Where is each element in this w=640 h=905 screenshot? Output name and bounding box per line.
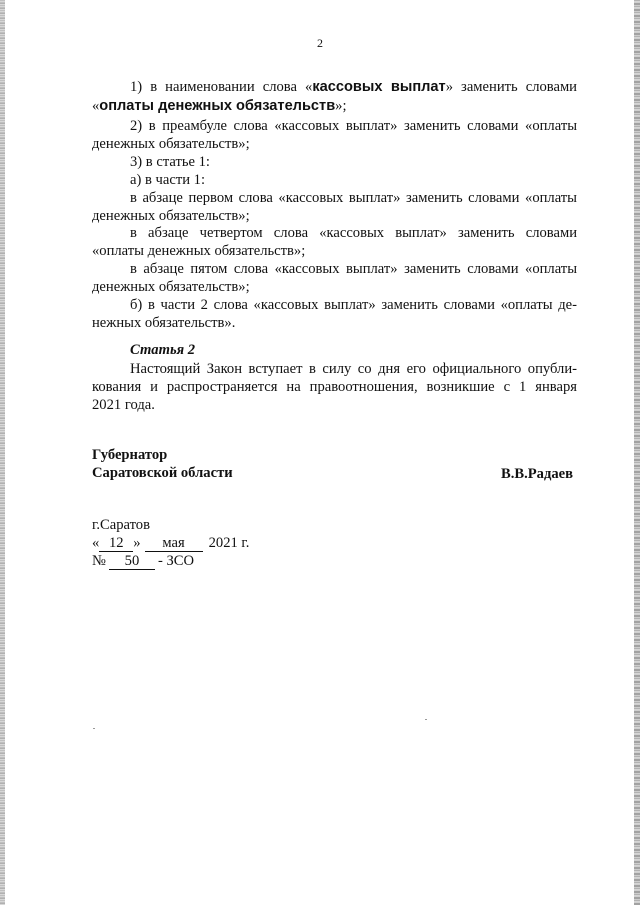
amendment-item-3b-line-2: нежных обязательств».	[92, 315, 236, 331]
law-number-line	[92, 553, 194, 570]
number-suffix: - ЗСО	[157, 553, 195, 569]
scan-speck	[93, 728, 95, 729]
paragraph-first-line-2: денежных обязательств»;	[92, 208, 250, 224]
paragraph-fourth-line-2: «оплаты денежных обязательств»;	[92, 243, 306, 259]
signatory-name: В.В.Радаев	[501, 466, 574, 482]
amendment-text: » заменить словами	[445, 79, 577, 95]
amendment-item-1-line-2	[92, 97, 347, 115]
paragraph-fifth-line-1: в абзаце пятом слова «кассовых выплат» заменить словами «оплаты	[130, 261, 577, 277]
amendment-item-2-line-2: денежных обязательств»;	[92, 136, 250, 152]
bold-phrase: кассовых выплат	[312, 79, 446, 95]
paragraph-fourth-line-1: в абзаце четвертом слова «кассовых выплат» заменить словами	[130, 225, 577, 241]
amendment-text: «	[92, 98, 100, 114]
page-number: 2	[317, 36, 323, 50]
date-day: 12	[99, 536, 133, 552]
law-number: 50	[109, 554, 155, 570]
date-line	[92, 535, 249, 552]
amendment-item-1-line-1	[130, 78, 577, 96]
date-open-quote: «	[92, 535, 100, 551]
paragraph-fifth-line-2: денежных обязательств»;	[92, 279, 250, 295]
amendment-item-3b-line-1: б) в части 2 слова «кассовых выплат» заменить словами «оплаты де-	[130, 297, 577, 313]
amendment-text: 1) в наименовании слова «	[130, 79, 313, 95]
amendment-item-3a: а) в части 1:	[130, 172, 206, 188]
article-2-line-2: кования и распространяется на правоотношения, возникшие с 1 января	[92, 379, 577, 395]
amendment-text: »;	[335, 98, 347, 114]
scan-speck	[425, 719, 427, 720]
article-2-title: Статья 2	[130, 342, 196, 358]
amendment-item-2-line-1: 2) в преамбуле слова «кассовых выплат» заменить словами «оплаты	[130, 118, 577, 134]
paragraph-first-line-1: в абзаце первом слова «кассовых выплат» заменить словами «оплаты	[130, 190, 577, 206]
city-line: г.Саратов	[92, 517, 150, 533]
date-month: мая	[145, 536, 203, 552]
signatory-position-line-2: Саратовской области	[92, 465, 233, 481]
article-2-line-1: Настоящий Закон вступает в силу со дня его официального опубли-	[130, 361, 577, 377]
date-year: 2021 г.	[208, 535, 250, 551]
scan-edge-right	[634, 0, 640, 905]
amendment-item-3: 3) в статье 1:	[130, 154, 210, 170]
bold-phrase: оплаты денежных обязательств	[99, 98, 336, 114]
number-prefix: №	[92, 553, 106, 569]
date-close-quote: »	[133, 535, 141, 551]
article-2-line-3: 2021 года.	[92, 397, 155, 413]
signatory-position-line-1: Губернатор	[92, 447, 168, 463]
scan-edge-left	[0, 0, 5, 905]
